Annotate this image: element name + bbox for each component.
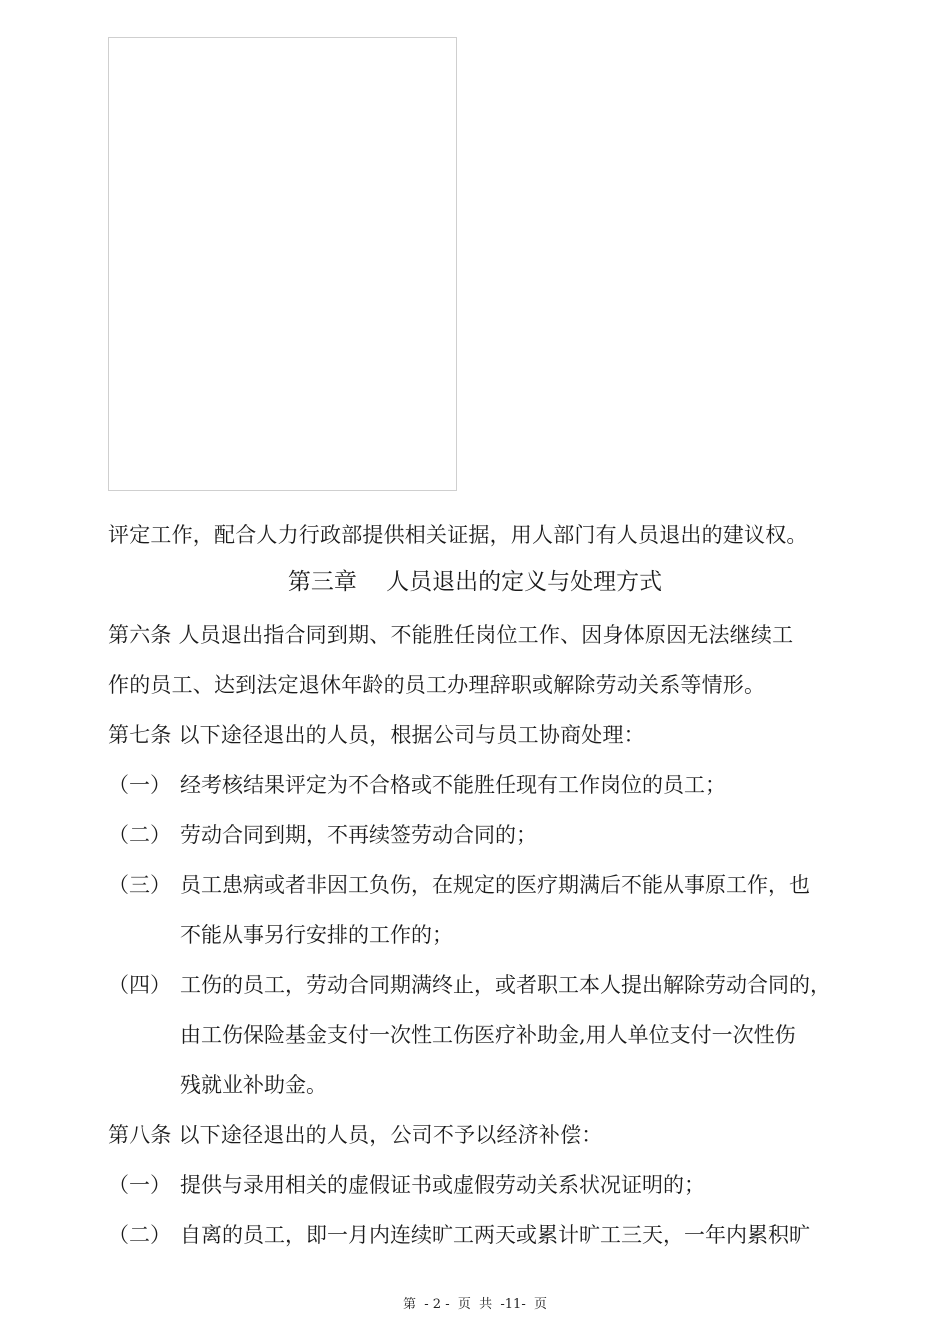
article7-item-3-cont: 不能从事另行安排的工作的； [180, 923, 453, 947]
item-text: 员工患病或者非因工负伤，在规定的医疗期满后不能从事原工作，也 [180, 873, 810, 897]
article8-intro: 第八条 以下途径退出的人员，公司不予以经济补偿： [108, 1123, 603, 1147]
item-text: 自离的员工，即一月内连续旷工两天或累计旷工三天，一年内累积旷 [180, 1223, 810, 1247]
article7-item-2 [108, 820, 537, 850]
item-text: 劳动合同到期，不再续签劳动合同的； [180, 823, 537, 847]
item-number: （二） [108, 823, 171, 847]
article8-item-2 [108, 1220, 810, 1250]
article7-item-4 [108, 970, 831, 1000]
article6-line1: 第六条 人员退出指合同到期、不能胜任岗位工作、因身体原因无法继续工 [108, 623, 794, 647]
article6-line2: 作的员工、达到法定退休年龄的员工办理辞职或解除劳动关系等情形。 [108, 673, 766, 697]
article7-item-4-cont1: 由工伤保险基金支付一次性工伤医疗补助金,用人单位支付一次性伤 [180, 1023, 796, 1047]
item-number: （一） [108, 1173, 171, 1197]
article7-intro: 第七条 以下途径退出的人员，根据公司与员工协商处理： [108, 723, 645, 747]
item-number: （二） [108, 1223, 171, 1247]
article7-item-1 [108, 770, 726, 800]
item-text: 经考核结果评定为不合格或不能胜任现有工作岗位的员工； [180, 773, 726, 797]
continuation-text: 评定工作，配合人力行政部提供相关证据，用人部门有人员退出的建议权。 [108, 523, 808, 547]
item-text: 工伤的员工，劳动合同期满终止，或者职工本人提出解除劳动合同的， [180, 973, 831, 997]
page-footer: 第 - 2 - 页 共 -11- 页 [403, 1297, 547, 1312]
item-number: （四） [108, 973, 171, 997]
item-number: （一） [108, 773, 171, 797]
article8-item-1 [108, 1170, 705, 1200]
embedded-image-placeholder [108, 37, 457, 491]
chapter-heading: 第三章 人员退出的定义与处理方式 [287, 569, 663, 595]
item-text: 提供与录用相关的虚假证书或虚假劳动关系状况证明的； [180, 1173, 705, 1197]
item-number: （三） [108, 873, 171, 897]
article7-item-3 [108, 870, 810, 900]
article7-item-4-cont2: 残就业补助金。 [180, 1073, 327, 1097]
